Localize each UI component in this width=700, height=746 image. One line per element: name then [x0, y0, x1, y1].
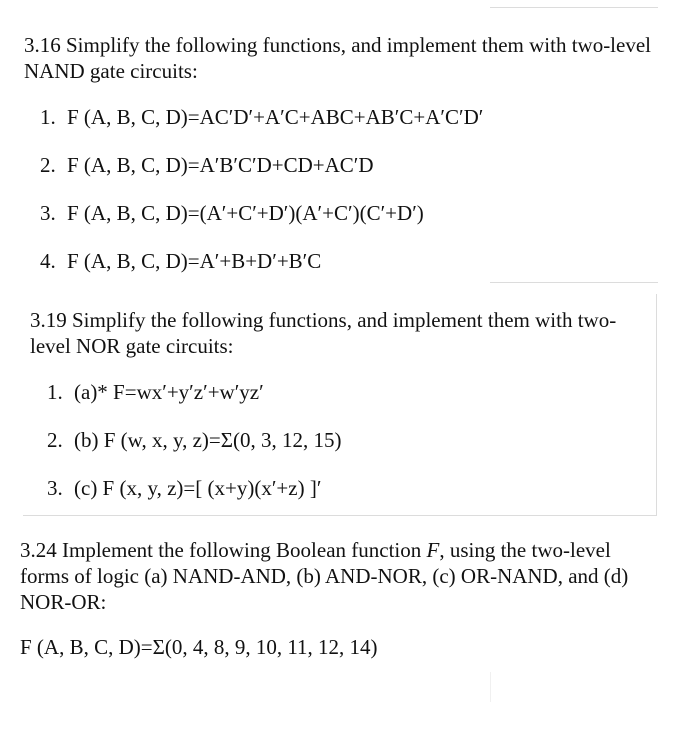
item-number: 1. [40, 105, 56, 129]
problem-3-24-heading [20, 537, 660, 615]
item-number: 2. [47, 428, 63, 452]
problem-3-19-heading: 3.19 Simplify the following functions, and implement them with two-level NOR gate circuits: [30, 308, 617, 358]
function-expression: (b) F (w, x, y, z)=Σ(0, 3, 12, 15) [74, 428, 342, 452]
function-variable: F [426, 538, 440, 562]
list-item [40, 200, 424, 226]
item-number: 3. [47, 476, 63, 500]
problem-3-24-function: F (A, B, C, D)=Σ(0, 4, 8, 9, 10, 11, 12, 14) [20, 635, 378, 659]
heading-text: , using the two-level forms of logic (a) NAND-AND, (b) AND-NOR, (c) OR-NAND, and (d) NOR-OR: [20, 538, 629, 614]
function-expression: (c) F (x, y, z)=[ (x+y)(x′+z) ]′ [74, 476, 322, 500]
function-expression: F (A, B, C, D)=AC′D′+A′C+ABC+AB′C+A′C′D′ [67, 105, 484, 129]
list-item [47, 427, 341, 453]
heading-text: 3.24 Implement the following Boolean function [20, 538, 427, 562]
list-item [47, 379, 264, 405]
function-expression: F (A, B, C, D)=A′B′C′D+CD+AC′D [67, 153, 374, 177]
list-item [47, 475, 321, 501]
list-item [40, 248, 321, 274]
function-expression: (a)* F=wx′+y′z′+w′yz′ [74, 380, 264, 404]
function-expression: F (A, B, C, D)=(A′+C′+D′)(A′+C′)(C′+D′) [67, 201, 424, 225]
problem-3-16-heading: 3.16 Simplify the following functions, and implement them with two-level NAND gate circuits: [24, 33, 651, 83]
list-item [40, 104, 483, 130]
faint-divider [490, 672, 491, 702]
section-divider [490, 282, 658, 283]
item-number: 3. [40, 201, 56, 225]
function-expression: F (A, B, C, D)=A′+B+D′+B′C [67, 249, 322, 273]
list-item [40, 152, 374, 178]
item-number: 4. [40, 249, 56, 273]
item-number: 1. [47, 380, 63, 404]
item-number: 2. [40, 153, 56, 177]
top-divider [490, 7, 658, 8]
